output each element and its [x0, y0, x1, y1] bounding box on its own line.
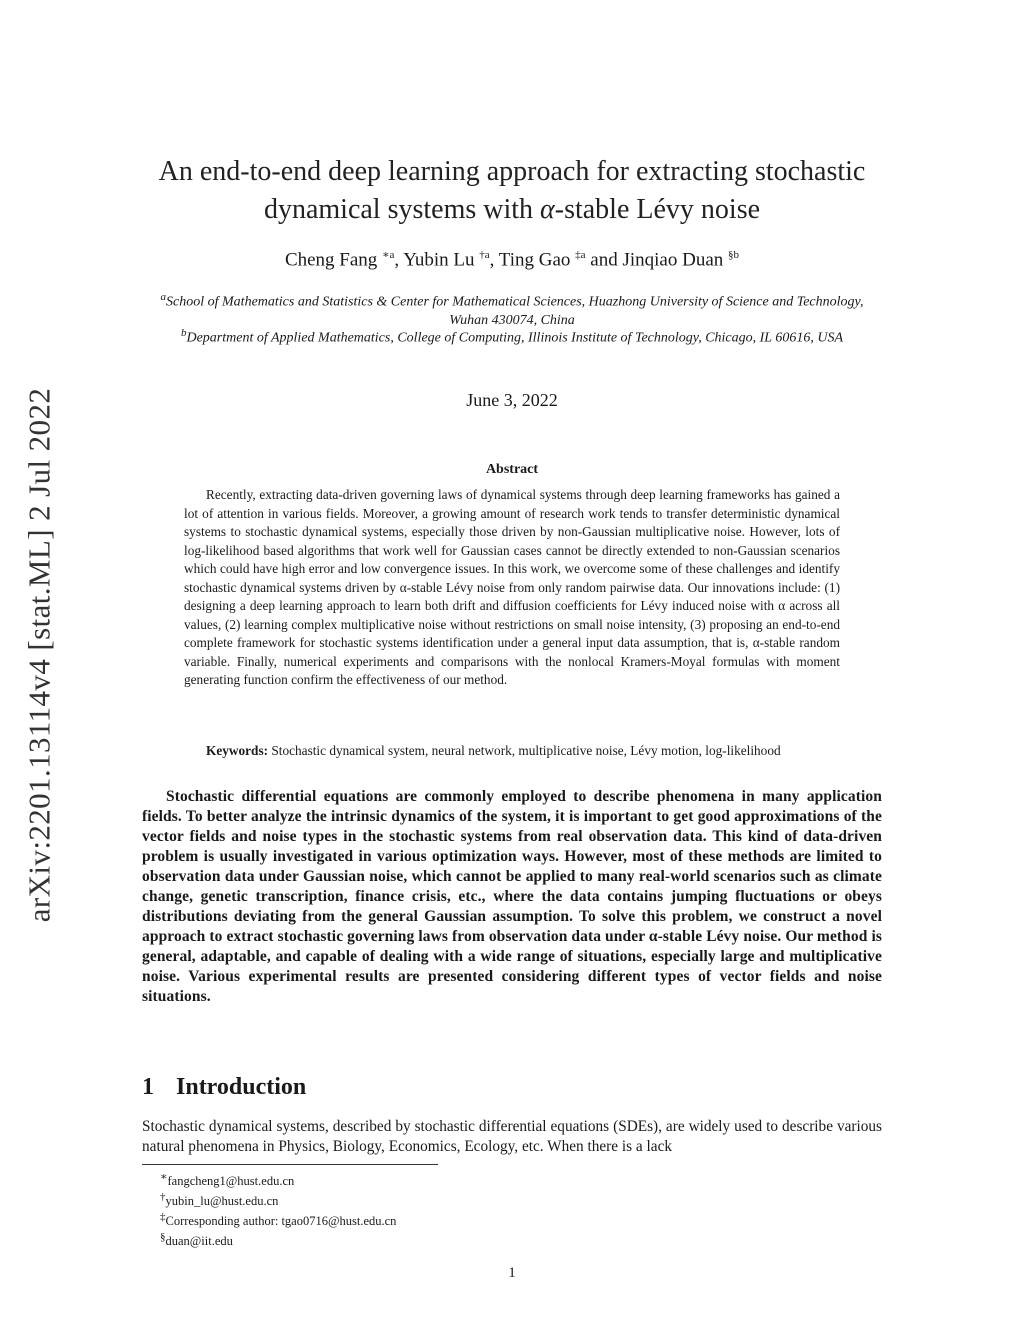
footnotes	[160, 1169, 396, 1250]
author-list	[130, 248, 894, 271]
title-line-2-end: -stable Lévy noise	[554, 194, 761, 225]
intro-paragraph: Stochastic dynamical systems, described by stochastic differential equations (SDEs), are widely used to describe various natural phenomena in Physics, Biology, Economics, Ecology, etc. When there is a lack	[142, 1118, 882, 1155]
footnote	[160, 1229, 396, 1249]
author-and: and	[585, 249, 623, 271]
author-name: Ting Gao	[498, 249, 571, 271]
section-number: 1	[142, 1074, 154, 1100]
footnote-mark: §	[160, 1231, 166, 1244]
footnote-mark: ∗	[160, 1171, 168, 1183]
footnote-mark: †	[160, 1191, 166, 1204]
author-name: Yubin Lu	[403, 249, 475, 271]
footnote-text: duan@iit.edu	[165, 1234, 233, 1249]
title-line-2	[130, 191, 894, 229]
footnote	[160, 1169, 396, 1189]
title-line-1: An end-to-end deep learning approach for extracting stochastic	[158, 156, 866, 187]
page-number: 1	[508, 1265, 516, 1281]
affiliation-b	[140, 324, 884, 348]
keywords-text: Stochastic dynamical system, neural network, multiplicative noise, Lévy motion, log-likelihood	[271, 743, 781, 758]
keywords-label: Keywords:	[206, 743, 269, 758]
affiliation-text: Department of Applied Mathematics, College of Computing, Illinois Institute of Technology, Chicago, IL 60616, USA	[186, 330, 844, 346]
section-heading	[142, 1074, 306, 1101]
affiliation-text: School of Mathematics and Statistics & Center for Mathematical Sciences, Huazhong University of Science and Technology, Wuhan 430074, China	[166, 294, 864, 328]
affiliation-mark: a	[160, 291, 167, 303]
footnote	[160, 1189, 396, 1209]
paper-date: June 3, 2022	[466, 390, 558, 410]
author-name: Jinqiao Duan	[622, 249, 724, 271]
paper-title	[130, 153, 894, 229]
lead-paragraph: Stochastic differential equations are commonly employed to describe phenomena in many application fields. To better analyze the intrinsic dynamics of the system, it is important to get good approximations of the vector fields and noise types in the stochastic systems from real observation data. This kind of data-driven problem is usually investigated in various optimization ways. However, most of these methods are limited to observation data under Gaussian noise, which cannot be applied to many real-world scenarios such as climate change, genetic transcription, finance crisis, etc., where the data contains jumping fluctuations or obeys distributions deviating from the general Gaussian assumption. To solve this problem, we construct a novel approach to extract stochastic governing laws from observation data under α-stable Lévy noise. Our method is general, adaptable, and capable of dealing with a wide range of situations, especially large and multiplicative noise. Various experimental results are presented considering different types of vector fields and noise situations.	[142, 788, 882, 1005]
footnote-text: yubin_lu@hust.edu.cn	[165, 1194, 279, 1209]
author-mark: †a	[479, 249, 490, 261]
arxiv-identifier: arXiv:2201.13114v4 [stat.ML] 2 Jul 2022	[21, 387, 56, 923]
affiliation-mark: b	[180, 327, 187, 339]
footnote	[160, 1209, 396, 1229]
abstract-heading: Abstract	[485, 462, 539, 477]
keywords	[184, 742, 840, 761]
footnote-rule	[142, 1164, 438, 1165]
arxiv-sidebar	[4, 360, 74, 950]
author-mark: §b	[728, 249, 740, 261]
author-separator: ,	[489, 249, 499, 271]
author-name: Cheng Fang	[284, 249, 378, 271]
section-title: Introduction	[176, 1074, 307, 1100]
title-alpha-symbol: α	[540, 194, 555, 225]
footnote-mark: ‡	[160, 1211, 166, 1224]
author-separator: ,	[394, 249, 404, 271]
abstract-body: Recently, extracting data-driven governing laws of dynamical systems through deep learning frameworks has gained a lot of attention in various fields. Moreover, a growing amount of research work tends to transfer deterministic dynamical systems to stochastic dynamical systems, especially those driven by non-Gaussian multiplicative noise. However, lots of log-likelihood based algorithms that work well for Gaussian cases cannot be directly extended to non-Gaussian scenarios which could have high error and low convergence issues. In this work, we overcome some of these challenges and identify stochastic dynamical systems driven by α-stable Lévy noise from only random pairwise data. Our innovations include: (1) designing a deep learning approach to learn both drift and diffusion coefficients for Lévy induced noise with α across all values, (2) learning complex multiplicative noise without restrictions on small noise intensity, (3) proposing an end-to-end complete framework for stochastic systems identification under a general input data assumption, that is, α-stable random variable. Finally, numerical experiments and comparisons with the nonlocal Kramers-Moyal formulas with moment generating function confirm the effectiveness of our method.	[184, 487, 840, 687]
author-mark: ∗a	[382, 249, 395, 261]
footnote-text: fangcheng1@hust.edu.cn	[167, 1174, 295, 1189]
title-line-2-start: dynamical systems with	[263, 194, 541, 225]
author-mark: ‡a	[575, 249, 586, 261]
footnote-text: Corresponding author: tgao0716@hust.edu.cn	[165, 1214, 397, 1229]
